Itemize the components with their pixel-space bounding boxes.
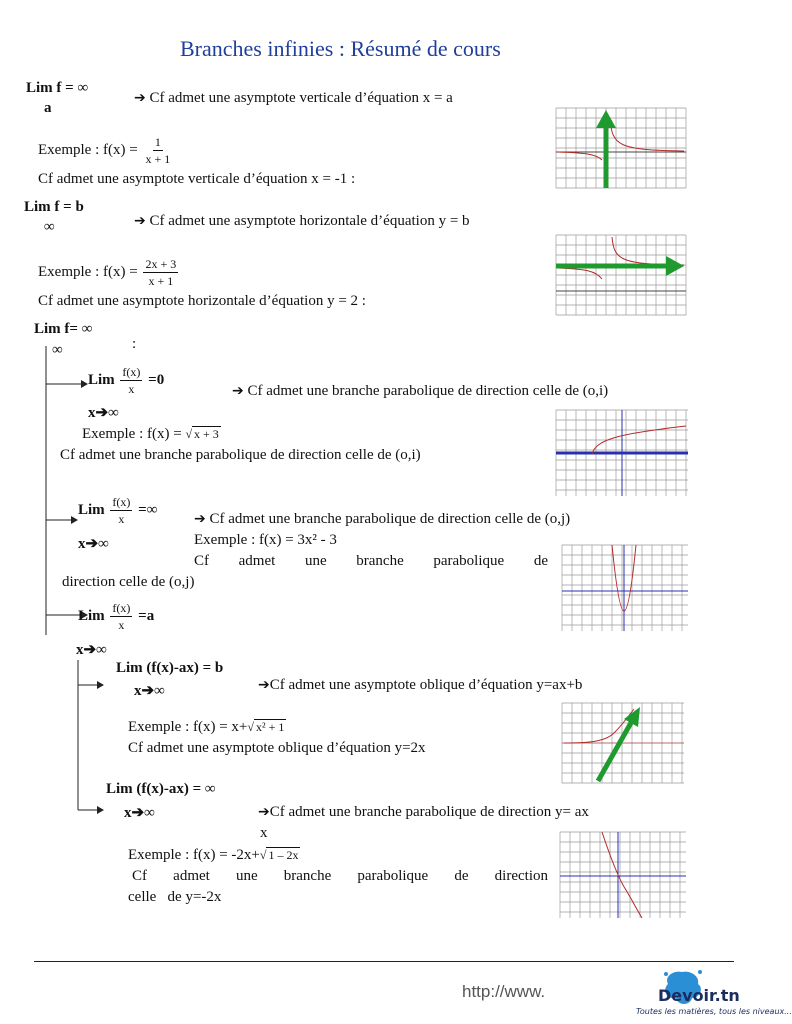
graph-horizontal-asymptote: [556, 235, 686, 315]
footer-divider: [34, 961, 734, 962]
case1-limit: [88, 366, 164, 395]
fraction-denominator: x: [118, 618, 125, 632]
footer-logo: [580, 968, 792, 1022]
case3a-conclusion: Cf admet une asymptote oblique d’équation y=2x: [128, 740, 426, 756]
fraction: [143, 136, 172, 165]
graph-branch-oj: [562, 545, 688, 631]
case1-eq: =0: [148, 371, 165, 388]
case3a-result-text: Cf admet une asymptote oblique d’équation y=ax+b: [269, 677, 583, 693]
case3b-example-prefix: Exemple : f(x) = -2x+: [128, 847, 260, 863]
case1-conclusion: Cf admet une branche parabolique de direction celle de (o,i): [60, 447, 421, 463]
sqrt: √ 1 – 2x: [259, 848, 299, 862]
case3-sub: x➔∞: [76, 642, 107, 658]
arrow-icon: ➔: [134, 213, 146, 229]
result-horizontal-text: Cf admet une asymptote horizontale d’équation y = b: [149, 213, 470, 229]
fraction-denominator: x + 1: [148, 274, 174, 288]
result-vertical: [134, 90, 453, 107]
graph-vertical-asymptote: [556, 108, 686, 188]
fraction-denominator: x: [118, 512, 125, 526]
case2-limit: [78, 496, 157, 525]
case2-example: Exemple : f(x) = 3x² - 3: [194, 532, 337, 548]
conclusion-vertical: Cf admet une asymptote verticale d’équation x = -1 :: [38, 171, 356, 187]
case1-example-prefix: Exemple : f(x) =: [82, 426, 182, 442]
limit-horizontal: Lim f = b: [24, 199, 84, 215]
example-horizontal: [38, 258, 180, 287]
graph-branch-direction: [560, 832, 686, 918]
arrow-icon: ➔: [194, 511, 206, 527]
example-vertical-prefix: Exemple : f(x) =: [38, 141, 138, 158]
fraction-denominator: x + 1: [145, 152, 171, 166]
graph-oblique-asymptote: [562, 703, 684, 783]
fraction-denominator: x: [128, 382, 135, 396]
case1-result-text: Cf admet une branche parabolique de direction celle de (o,i): [247, 383, 609, 399]
arrow-icon: ➔: [258, 677, 270, 693]
limit-infinite-sub: ∞: [52, 342, 63, 358]
case1-result: [232, 383, 608, 400]
logo-tagline: Toutes les matières, tous les niveaux...: [636, 1007, 792, 1016]
fraction: [143, 258, 178, 287]
fraction: [110, 602, 132, 631]
arrow-icon: ➔: [232, 383, 244, 399]
case2-result-text: Cf admet une branche parabolique de direction celle de (o,j): [209, 511, 571, 527]
arrow-oblique-shaft: [598, 721, 632, 781]
arrow-right-icon: [666, 256, 684, 276]
arrow-icon: ➔: [258, 804, 270, 820]
fraction-numerator: 1: [154, 135, 161, 149]
case3b-result-cont: x: [260, 825, 268, 841]
curve: [558, 118, 684, 160]
case3b-example: [128, 847, 300, 864]
limit-infinite-colon: :: [132, 336, 137, 352]
case2-lim: Lim: [78, 501, 105, 518]
case3-lim: Lim: [78, 607, 105, 624]
limit-vertical-sub: a: [44, 100, 52, 116]
arrow-up-icon: [596, 110, 616, 128]
case3b-limit: Lim (f(x)-ax) = ∞: [106, 781, 216, 797]
footer-url[interactable]: http://www.: [462, 982, 546, 1001]
case3a-result: [258, 677, 582, 694]
limit-horizontal-sub: ∞: [44, 219, 55, 235]
fraction-numerator: f(x): [122, 365, 141, 379]
result-horizontal: [134, 213, 470, 230]
sqrt: √ x² + 1: [247, 720, 285, 734]
case3b-conclusion-line2: celle de y=-2x: [128, 889, 222, 905]
fraction-numerator: f(x): [112, 495, 131, 509]
case3b-result: [258, 804, 589, 821]
example-vertical: [38, 136, 174, 165]
case3b-result-text: Cf admet une branche parabolique de direction y= ax: [269, 804, 589, 820]
fraction: [120, 366, 142, 395]
case3b-sub: x➔∞: [124, 805, 155, 821]
case2-conclusion-line1: Cf admet une branche parabolique de: [194, 553, 548, 569]
case3a-example-prefix: Exemple : f(x) = x+: [128, 719, 248, 735]
case3b-conclusion-line1: Cf admet une branche parabolique de direction: [132, 868, 548, 884]
limit-infinite: Lim f= ∞: [34, 321, 93, 337]
fraction: [110, 496, 132, 525]
page-title: Branches infinies : Résumé de cours: [180, 36, 501, 61]
case2-eq: =∞: [138, 501, 158, 518]
case3a-limit: Lim (f(x)-ax) = b: [116, 660, 224, 676]
limit-vertical: Lim f = ∞: [26, 80, 89, 96]
radicand: 1 – 2x: [268, 848, 299, 862]
graph-branch-oi: [556, 410, 688, 496]
case3-limit: [78, 602, 154, 631]
example-horizontal-prefix: Exemple : f(x) =: [38, 263, 138, 280]
case3-eq: =a: [138, 607, 155, 624]
case2-result: [194, 511, 570, 528]
curve: [602, 832, 642, 918]
case3a-sub: x➔∞: [134, 683, 165, 699]
case2-sub: x➔∞: [78, 536, 109, 552]
curve: [558, 237, 684, 279]
radicand: x + 3: [194, 427, 219, 441]
case3a-example: [128, 719, 286, 736]
arrow-icon: ➔: [134, 90, 146, 106]
case2-conclusion-line2: direction celle de (o,j): [62, 574, 195, 590]
result-vertical-text: Cf admet une asymptote verticale d’équation x = a: [149, 90, 453, 106]
sqrt: √ x + 3: [185, 427, 219, 441]
fraction-numerator: f(x): [112, 601, 131, 615]
logo-text: Devoir.tn: [658, 986, 740, 1005]
fraction-numerator: 2x + 3: [145, 257, 177, 271]
case1-example: [82, 426, 221, 443]
case1-sub: x➔∞: [88, 405, 119, 421]
radicand: x² + 1: [255, 720, 285, 734]
case1-lim: Lim: [88, 371, 115, 388]
conclusion-horizontal: Cf admet une asymptote horizontale d’équation y = 2 :: [38, 293, 366, 309]
